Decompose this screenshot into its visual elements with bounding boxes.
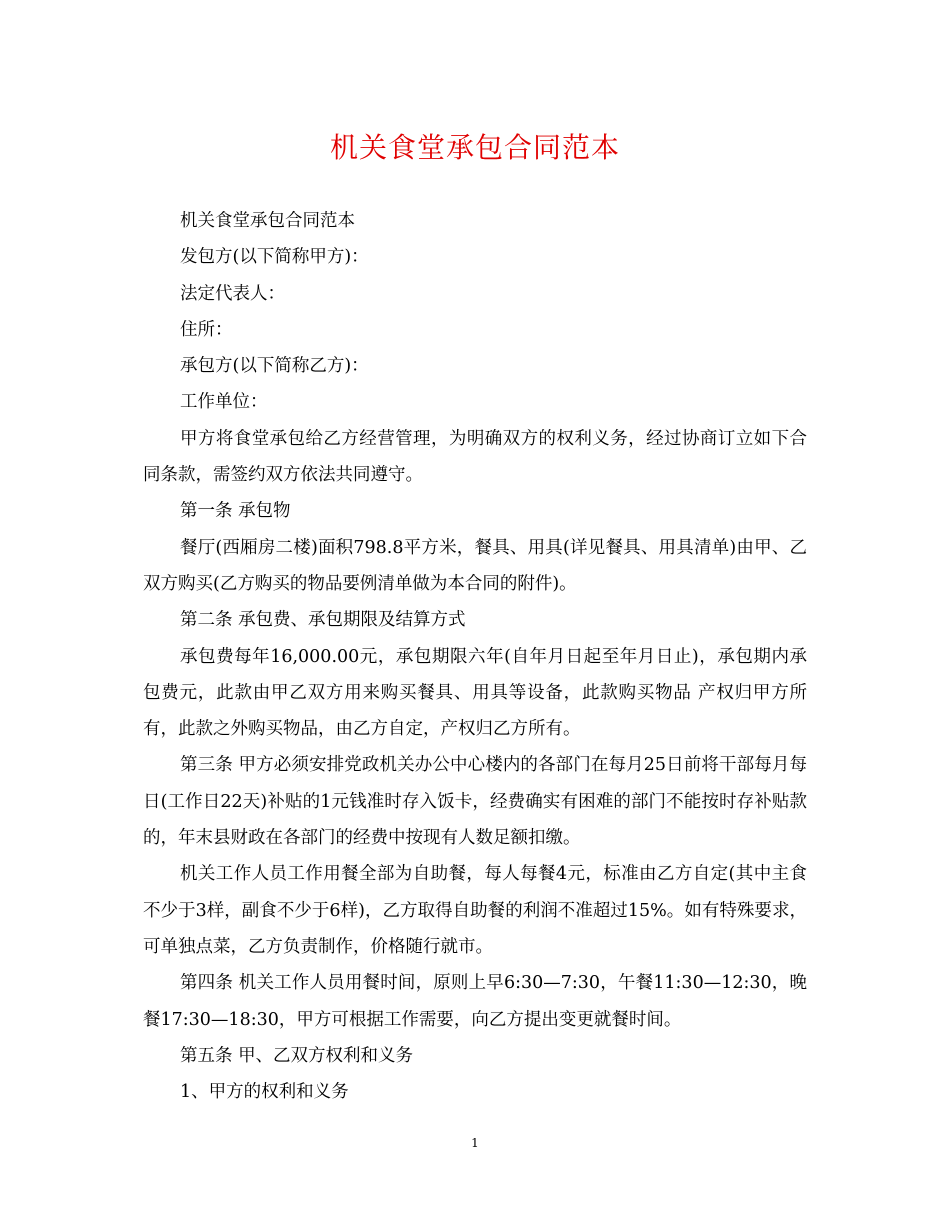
paragraph-subtitle: 机关食堂承包合同范本 [180,211,355,231]
meal-standard-paragraph: 机关工作人员工作用餐全部为自助餐，每人每餐4元，标准由乙方自定(其中主食不少于3样，副食不少于6样)，乙方取得自助餐的利润不准超过15%。如有特殊要求，可单独点菜，乙方负责制作，价格随行就市。 [143,864,807,957]
paragraph-party-b: 承包方(以下简称乙方)： [180,356,369,377]
article-1-body: 餐厅(西厢房二楼)面积798.8平方米，餐具、用具(详见餐具、用具清单)由甲、乙双方购买(乙方购买的物品要例清单做为本合同的附件)。 [143,537,807,594]
page-number: 1 [471,1136,479,1150]
article-2-body: 承包费每年16,000.00元，承包期限六年(自年月日起至年月日止)，承包期内承包费元，此款由甲乙双方用来购买餐具、用具等设备，此款购买物品 产权归甲方所有，此款之外购买物品，由乙方自定，产权归乙方所有。 [143,646,807,740]
document-body [143,203,807,1110]
paragraph-legal-representative: 法定代表人： [180,283,285,304]
article-4-body: 第四条 机关工作人员用餐时间，原则上早6:30—7:30，午餐11:30—12:30，晚餐17:30—18:30，甲方可根据工作需要，向乙方提出变更就餐时间。 [143,973,807,1030]
article-2-heading: 第二条 承包费、承包期限及结算方式 [180,610,466,631]
paragraph-party-a: 发包方(以下简称甲方)： [180,247,369,268]
paragraph-work-unit: 工作单位： [180,392,268,413]
article-1-heading: 第一条 承包物 [180,501,291,522]
document-title: 机关食堂承包合同范本 [329,131,620,164]
article-3-body: 第三条 甲方必须安排党政机关办公中心楼内的各部门在每月25日前将干部每月每日(工作日22天)补贴的1元钱准时存入饭卡，经费确实有困难的部门不能按时存补贴款的，年末县财政在各部门的经费中按现有人数足额扣缴。 [143,755,807,849]
article-5-heading: 第五条 甲、乙双方权利和义务 [180,1045,414,1066]
paragraph-address: 住所： [180,319,233,340]
party-a-rights-heading: 1、甲方的权利和义务 [180,1082,349,1103]
paragraph-preamble: 甲方将食堂承包给乙方经营管理，为明确双方的权利义务，经过协商订立如下合同条款，需签约双方依法共同遵守。 [143,428,807,486]
